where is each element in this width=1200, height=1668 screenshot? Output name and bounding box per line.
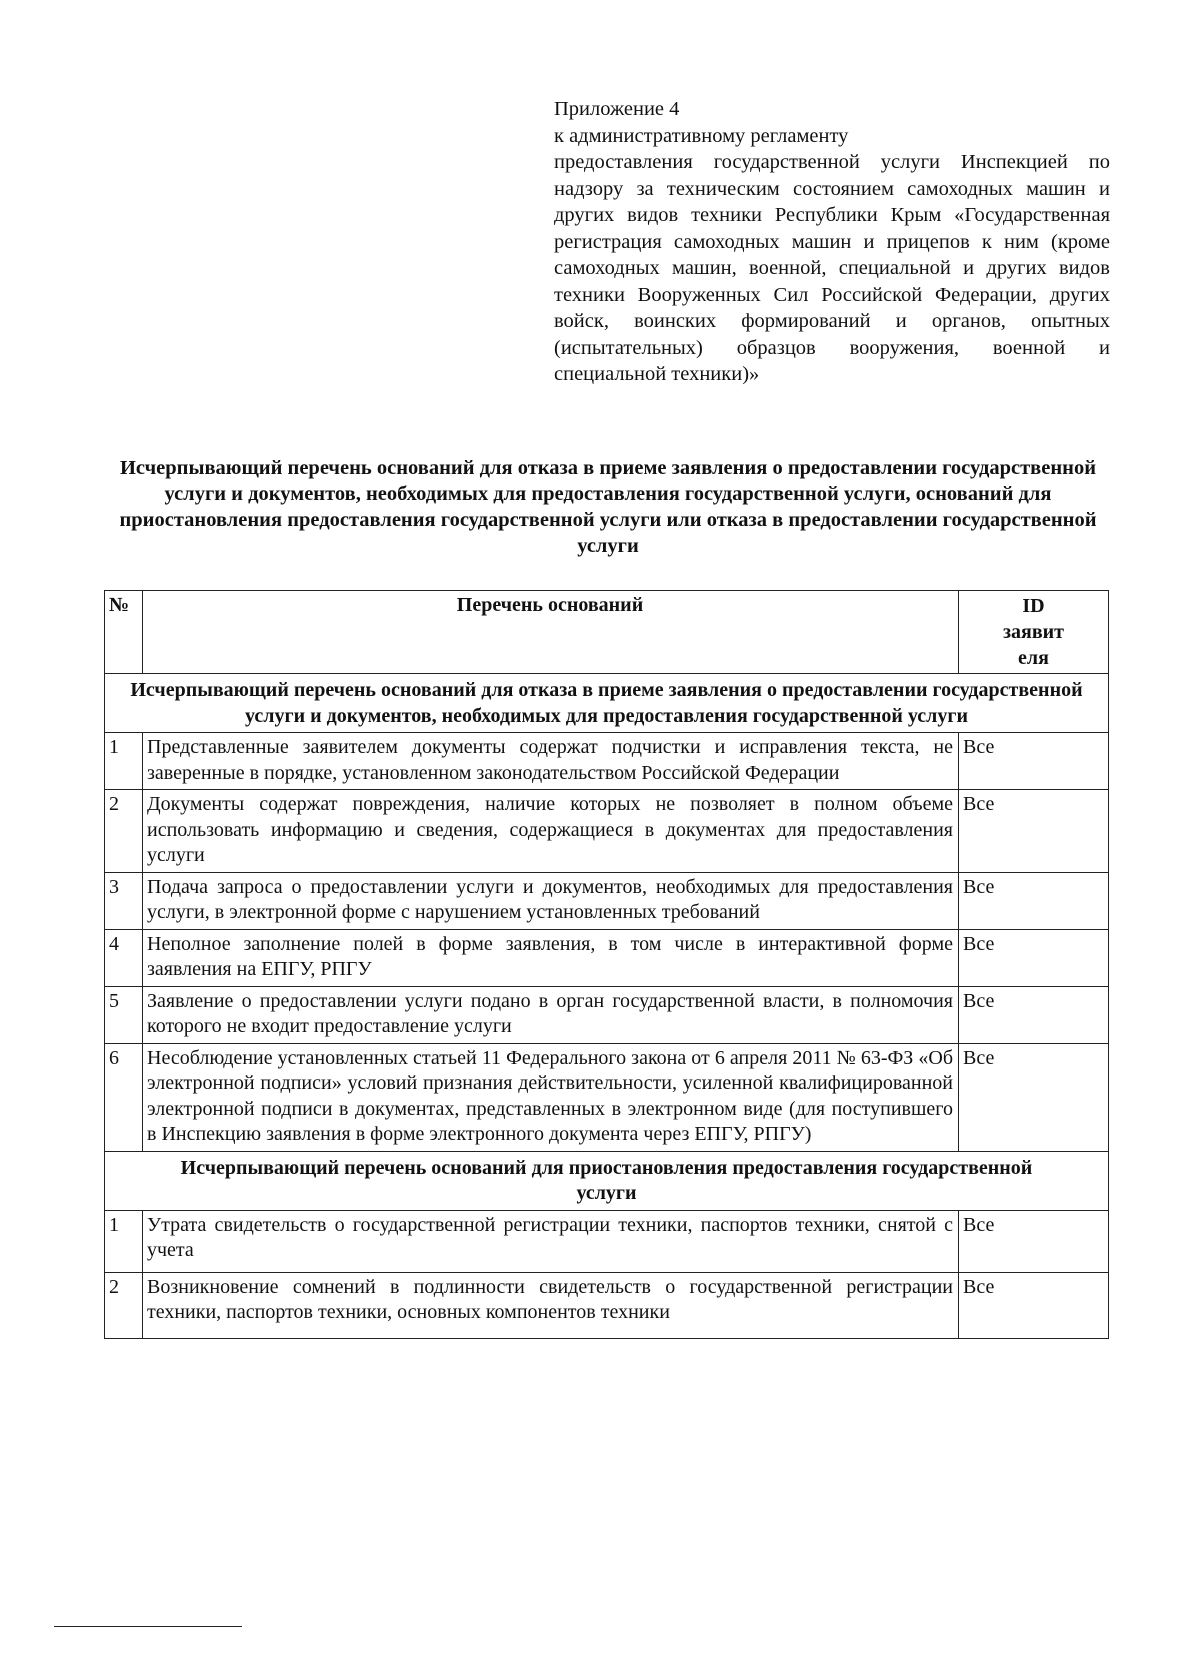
section-heading-row [105, 1151, 1109, 1210]
row-applicant: Все [959, 1043, 1109, 1151]
row-reason: Документы содержат повреждения, наличие которых не позволяет в полном объеме использовать информацию и сведения, содержащиеся в документах для предоставления услуги [143, 790, 959, 873]
row-number: 3 [105, 872, 143, 929]
row-number: 5 [105, 986, 143, 1043]
footnote-separator [54, 1626, 242, 1627]
section-heading-suspension: Исчерпывающий перечень оснований для приостановления предоставления государственной услуги [105, 1151, 1109, 1210]
header-number: № [105, 591, 143, 674]
table-row [105, 1210, 1109, 1272]
row-applicant: Все [959, 1210, 1109, 1272]
row-number: 2 [105, 790, 143, 873]
table-row [105, 929, 1109, 986]
row-applicant: Все [959, 1272, 1109, 1338]
row-reason: Несоблюдение установленных статьей 11 Федерального закона от 6 апреля 2011 № 63-ФЗ «Об электронной подписи» условий признания действительности, усиленной квалифицированной электронной подписи в документах, представленных в электронном виде (для поступившего в Инспекцию заявления в форме электронного документа через ЕПГУ, РПГУ) [143, 1043, 959, 1151]
table-row [105, 1043, 1109, 1151]
header-reasons: Перечень оснований [143, 591, 959, 674]
appendix-reference: к административному регламенту [554, 124, 849, 147]
table-row [105, 986, 1109, 1043]
row-reason: Утрата свидетельств о государственной регистрации техники, паспортов техники, снятой с учета [143, 1210, 959, 1272]
row-number: 1 [105, 733, 143, 790]
table-header-row [105, 591, 1109, 674]
row-applicant: Все [959, 872, 1109, 929]
row-reason: Представленные заявителем документы содержат подчистки и исправления текста, не заверенные в порядке, установленном законодательством Российской Федерации [143, 733, 959, 790]
row-reason: Заявление о предоставлении услуги подано в орган государственной власти, в полномочия которого не входит предоставление услуги [143, 986, 959, 1043]
row-number: 1 [105, 1210, 143, 1272]
table-row [105, 1272, 1109, 1338]
table-row [105, 733, 1109, 790]
header-applicant-id: ID заявит еля [959, 591, 1109, 674]
row-number: 6 [105, 1043, 143, 1151]
appendix-header [554, 96, 1110, 388]
row-number: 2 [105, 1272, 143, 1338]
row-applicant: Все [959, 929, 1109, 986]
section-heading-refusal: Исчерпывающий перечень оснований для отказа в приеме заявления о предоставлении государственной услуги и документов, необходимых для предоставления государственной услуги [105, 674, 1109, 733]
row-reason: Неполное заполнение полей в форме заявления, в том числе в интерактивной форме заявления на ЕПГУ, РПГУ [143, 929, 959, 986]
row-reason: Возникновение сомнений в подлинности свидетельств о государственной регистрации техники, паспортов техники, основных компонентов техники [143, 1272, 959, 1338]
grounds-table [104, 590, 1109, 1339]
row-number: 4 [105, 929, 143, 986]
table-row [105, 790, 1109, 873]
section-heading-row [105, 674, 1109, 733]
row-applicant: Все [959, 790, 1109, 873]
appendix-number: Приложение 4 [554, 98, 680, 120]
appendix-regulation-title: предоставления государственной услуги Инспекцией по надзору за техническим состоянием самоходных машин и других видов техники Республики Крым «Государственная регистрация самоходных машин и прицепов к ним (кроме самоходных машин, военной, специальной и других видов техники Вооруженных Сил Российской Федерации, других войск, воинских формирований и органов, опытных (испытательных) образцов вооружения, военной и специальной техники)» [554, 151, 1110, 385]
row-reason: Подача запроса о предоставлении услуги и документов, необходимых для предоставления услуги, в электронной форме с нарушением установленных требований [143, 872, 959, 929]
row-applicant: Все [959, 986, 1109, 1043]
document-title: Исчерпывающий перечень оснований для отказа в приеме заявления о предоставлении государственной услуги и документов, необходимых для предоставления государственной услуги, оснований для приостановления предоставления государственной услуги или отказа в предоставлении государственной услуги [119, 457, 1097, 557]
table-row [105, 872, 1109, 929]
row-applicant: Все [959, 733, 1109, 790]
